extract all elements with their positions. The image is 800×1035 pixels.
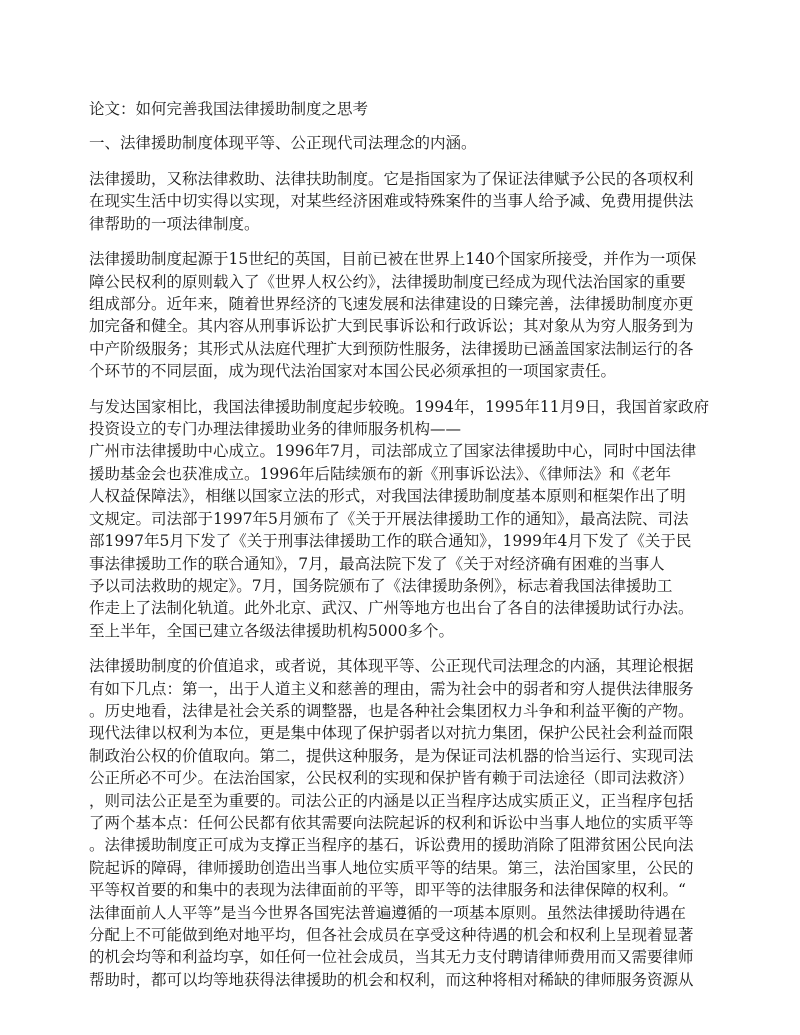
paragraph-definition: 法律援助，又称法律救助、法律扶助制度。它是指国家为了保证法律赋予公民的各项权利 在现实生活中切实得以实现，对某些经济困难或特殊案件的当事人给予减、免费用提供法 律帮助的一项法律制度。 [89, 170, 694, 233]
document-page [89, 98, 711, 1004]
paragraph-china-history: 与发达国家相比，我国法律援助制度起步较晚。1994年，1995年11月9日，我国首家政府 投资设立的专门办理法律援助业务的律师服务机构—— 广州市法律援助中心成立。1996年7月，司法部成立了国家法律援助中心，同时中国法律 援助基金会也获准成立。1996年后陆续颁布的新《刑事诉讼法》、《律师法》和《老年 人权益保障法》，相继以国家立法的形式，对我国法律援助制度基本原则和框架作出了明 文规定。司法部于1997年5月颁布了《关于开展法律援助工作的通知》，最高法院、司法 部1997年5月下发了《关于刑事法律援助工作的联合通知》，1999年4月下发了《关于民 事法律援助工作的联合通知》，7月，最高法院下发了《关于对经济确有困难的当事人 予以司法救助的规定》。7月，国务院颁布了《法律援助条例》，标志着我国法律援助工 作走上了法制化轨道。此外北京、武汉、广州等地方也出台了各自的法律援助试行办法。 至上半年，全国已建立各级法律援助机构5000多个。 [89, 397, 709, 640]
document-title: 论文：如何完善我国法律援助制度之思考 [89, 100, 369, 118]
paragraph-value: 法律援助制度的价值追求，或者说，其体现平等、公正现代司法理念的内涵，其理论根据 有如下几点：第一，出于人道主义和慈善的理由，需为社会中的弱者和穷人提供法律服务 。历史地看，法律是社会关系的调整器，也是各种社会集团权力斗争和利益平衡的产物。 现代法律以权利为本位，更是集中体现了保护弱者以对抗力集团，保护公民社会利益而限 制政治公权的价值取向。第二，提供这种服务，是为保证司法机器的恰当运行、实现司法 公正所必不可少。在法治国家，公民权利的实现和保护皆有赖于司法途径（即司法救济） ，则司法公正是至为重要的。司法公正的内涵是以正当程序达成实质正义，正当程序包括 了两个基本点：任何公民都有依其需要向法院起诉的权利和诉讼中当事人地位的实质平等 。法律援助制度正可成为支撑正当程序的基石，诉讼费用的援助消除了阻滞贫困公民向法 院起诉的障碍，律师援助创造出当事人地位实质平等的结果。第三，法治国家里，公民的 平等权首要的和集中的表现为法律面前的平等，即平等的法律服务和法律保障的权利。“ 法律面前人人平等”是当今世界各国宪法普遍遵循的一项基本原则。虽然法律援助待遇在 分配上不可能做到绝对地平均，但各社会成员在享受这种待遇的机会和权利上呈现着显著 的机会均等和利益均享，如任何一位社会成员，当其无力支付聘请律师费用而又需要律师 帮助时，都可以均等地获得法律援助的机会和权利，而这种将相对稀缺的律师服务资源从 [89, 657, 694, 989]
paragraph-origin: 法律援助制度起源于15世纪的英国，目前已被在世界上140个国家所接受，并作为一项保 障公民权利的原则载入了《世界人权公约》，法律援助制度已经成为现代法治国家的重要 组成部分。近年来，随着世界经济的飞速发展和法律建设的日臻完善，法律援助制度亦更 加完备和健全。其内容从刑事诉讼扩大到民事诉讼和行政诉讼；其对象从为穷人服务到为 中产阶级服务；其形式从法庭代理扩大到预防性服务，法律援助已涵盖国家法制运行的各 个环节的不同层面，成为现代法治国家对本国公民必须承担的一项国家责任。 [89, 250, 697, 381]
section-heading: 一、法律援助制度体现平等、公正现代司法理念的内涵。 [89, 134, 477, 152]
